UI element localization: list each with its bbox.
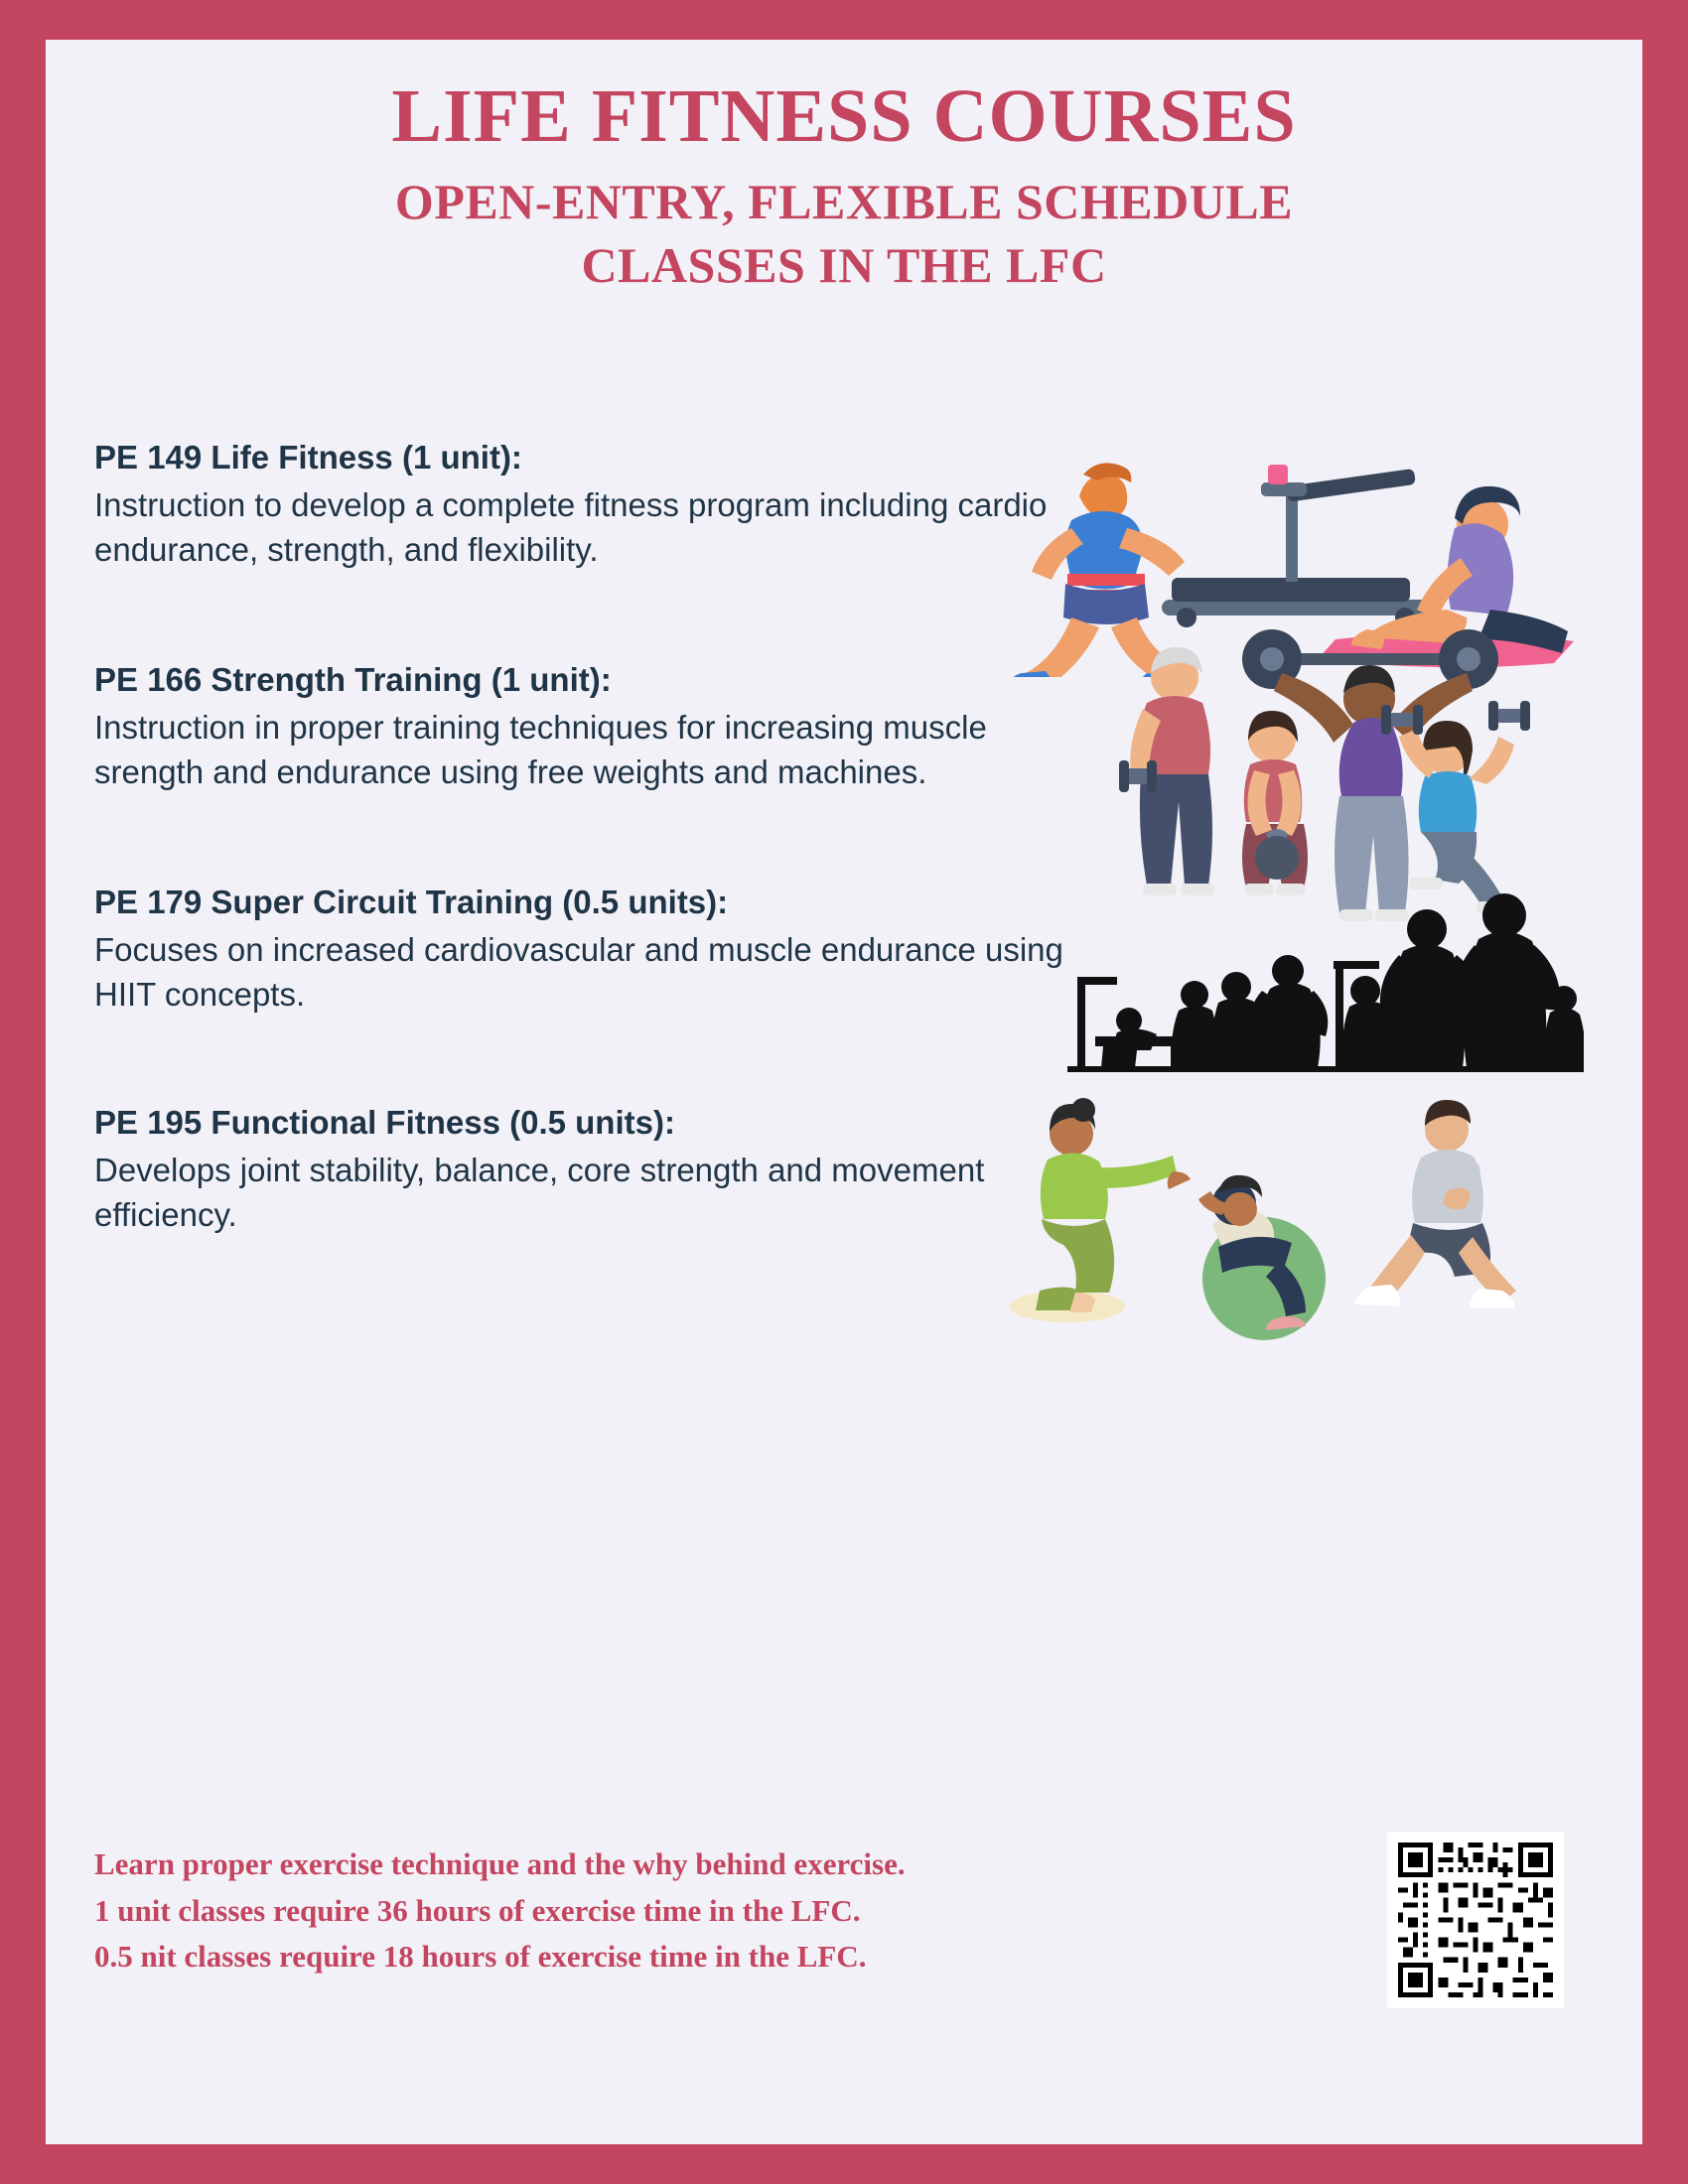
course-description: Focuses on increased cardiovascular and muscle endurance using HIIT concepts. — [94, 931, 1063, 1014]
course-description: Instruction in proper training techniques for increasing muscle srength and endurance using free weights and machines. — [94, 709, 987, 791]
gym-crowd-silhouette-icon — [1067, 872, 1584, 1105]
course-text — [94, 437, 1097, 573]
course-text — [94, 882, 1097, 1018]
poster-header — [0, 74, 1688, 297]
qr-code[interactable] — [1387, 1832, 1564, 2008]
course-heading: PE 149 Life Fitness (1 unit): — [94, 439, 522, 476]
course-heading: PE 195 Functional Fitness (0.5 units): — [94, 1104, 675, 1141]
course-item — [94, 437, 1584, 586]
page-subtitle-line-2: CLASSES IN THE LFC — [581, 237, 1107, 294]
course-text — [94, 659, 1097, 795]
course-list — [94, 437, 1584, 1251]
footer-line-3: 0.5 nit classes require 18 hours of exercise time in the LFC. — [94, 1939, 867, 1974]
course-item — [94, 1102, 1584, 1251]
course-description: Develops joint stability, balance, core strength and movement efficiency. — [94, 1152, 985, 1234]
course-heading: PE 179 Super Circuit Training (0.5 units): — [94, 884, 729, 920]
course-text — [94, 1102, 1097, 1238]
footer-line-2: 1 unit classes require 36 hours of exercise time in the LFC. — [94, 1892, 861, 1928]
functional-fitness-trio-icon — [998, 1080, 1584, 1363]
page-subtitle-line-1: OPEN-ENTRY, FLEXIBLE SCHEDULE — [394, 173, 1294, 229]
course-item — [94, 882, 1584, 1030]
course-description: Instruction to develop a complete fitness program including cardio endurance, strength, and flexibility. — [94, 486, 1048, 569]
poster-footer — [94, 1842, 1584, 1980]
footer-line-1: Learn proper exercise technique and the why behind exercise. — [94, 1846, 906, 1881]
page-title: LIFE FITNESS COURSES — [391, 74, 1297, 158]
course-item — [94, 659, 1584, 808]
course-heading: PE 166 Strength Training (1 unit): — [94, 661, 612, 698]
